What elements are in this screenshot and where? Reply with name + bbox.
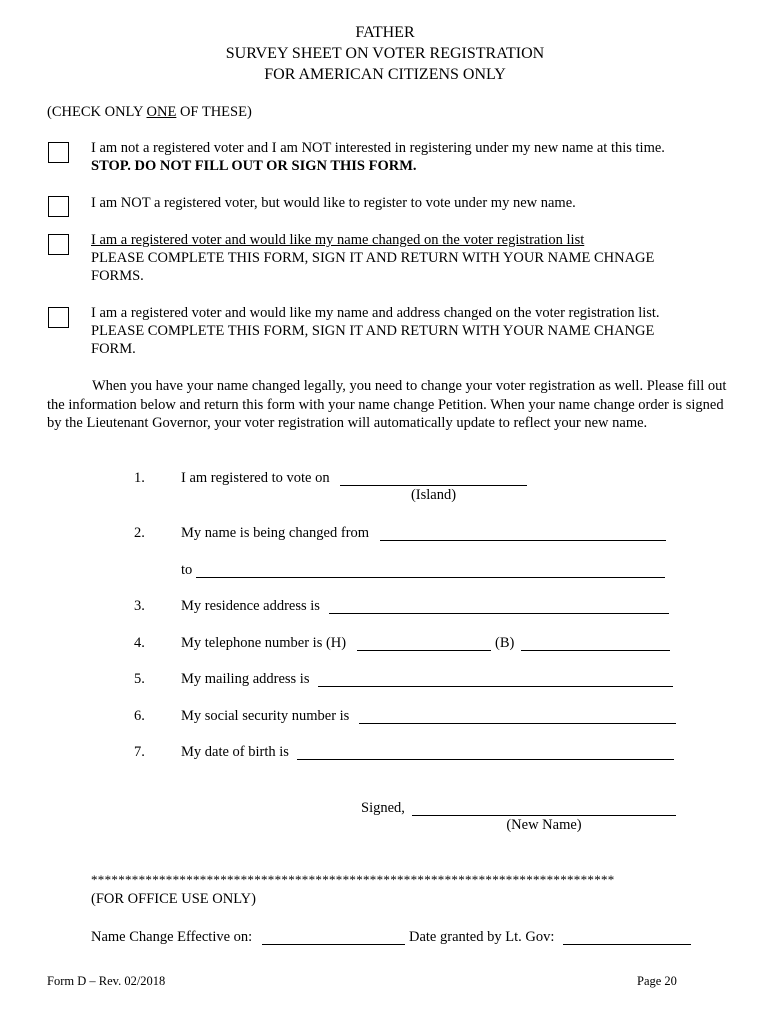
- office-use-separator: *****************************************************************************: [91, 872, 615, 887]
- field-2-label: My name is being changed from: [181, 525, 370, 541]
- option-4-instruction: PLEASE COMPLETE THIS FORM, SIGN IT AND RETURN WITH YOUR NAME CHANGE: [91, 323, 655, 339]
- header-line-3: FOR AMERICAN CITIZENS ONLY: [264, 66, 506, 83]
- page-number: Page 20: [637, 974, 677, 988]
- signature-caption: (New Name): [506, 817, 582, 833]
- check-instruction: (CHECK ONLY ONE OF THESE): [47, 104, 252, 120]
- field-7-label: My date of birth is: [181, 744, 289, 760]
- signature-input[interactable]: [412, 815, 676, 816]
- field-5-mailing-input[interactable]: [318, 686, 673, 687]
- effective-date-input[interactable]: [262, 944, 405, 945]
- field-3-number: 3.: [134, 598, 145, 614]
- header-line-2: SURVEY SHEET ON VOTER REGISTRATION: [225, 45, 545, 62]
- header-line-1: FATHER: [355, 24, 415, 41]
- field-5-label: My mailing address is: [181, 671, 310, 687]
- office-use-title: (FOR OFFICE USE ONLY): [91, 891, 256, 907]
- option-3-checkbox[interactable]: [48, 234, 69, 255]
- option-2-text: I am NOT a registered voter, but would like to register to vote under my new name.: [91, 195, 576, 211]
- field-6-number: 6.: [134, 708, 145, 724]
- option-4-instruction-cont: FORM.: [91, 341, 136, 357]
- form-id: Form D – Rev. 02/2018: [47, 974, 166, 988]
- option-4-checkbox[interactable]: [48, 307, 69, 328]
- field-4-label: My telephone number is (H): [181, 635, 347, 651]
- field-4-business-label: (B): [495, 635, 515, 651]
- field-4-home-phone-input[interactable]: [357, 650, 491, 651]
- option-1-checkbox[interactable]: [48, 142, 69, 163]
- field-7-dob-input[interactable]: [297, 759, 674, 760]
- option-1-stop-text: STOP. DO NOT FILL OUT OR SIGN THIS FORM.: [91, 158, 417, 174]
- field-1-island-input[interactable]: [340, 485, 527, 486]
- field-2-to-label: to: [181, 562, 193, 578]
- field-2-new-name-input[interactable]: [196, 577, 665, 578]
- field-1-number: 1.: [134, 470, 145, 486]
- field-4-business-phone-input[interactable]: [521, 650, 670, 651]
- field-6-label: My social security number is: [181, 708, 350, 724]
- option-3-instruction-cont: FORMS.: [91, 268, 144, 284]
- option-2-checkbox[interactable]: [48, 196, 69, 217]
- granted-date-label: Date granted by Lt. Gov:: [409, 929, 555, 945]
- instructions-paragraph: When you have your name changed legally, you need to change your voter registration as well. Please fill out the information below and return this form with your name change Petition. When your name change order is signed by the Lieutenant Governor, your voter registration will automatically update to reflect your new name.: [47, 378, 727, 432]
- option-3-text: I am a registered voter and would like my name changed on the voter registration list: [91, 232, 585, 248]
- field-5-number: 5.: [134, 671, 145, 687]
- field-3-residence-input[interactable]: [329, 613, 669, 614]
- option-1-text: I am not a registered voter and I am NOT interested in registering under my new name at this time.: [91, 140, 665, 156]
- option-4-text: I am a registered voter and would like my name and address changed on the voter registration list.: [91, 305, 660, 321]
- signature-label: Signed,: [361, 800, 405, 816]
- field-2-number: 2.: [134, 525, 145, 541]
- field-1-label: I am registered to vote on: [181, 470, 330, 486]
- option-3-instruction: PLEASE COMPLETE THIS FORM, SIGN IT AND RETURN WITH YOUR NAME CHNAGE: [91, 250, 655, 266]
- field-6-ssn-input[interactable]: [359, 723, 676, 724]
- field-7-number: 7.: [134, 744, 145, 760]
- granted-date-input[interactable]: [563, 944, 691, 945]
- effective-date-label: Name Change Effective on:: [91, 929, 253, 945]
- check-instruction-emphasis: ONE: [146, 104, 177, 120]
- field-4-number: 4.: [134, 635, 145, 651]
- field-2-old-name-input[interactable]: [380, 540, 666, 541]
- field-1-caption: (Island): [410, 487, 457, 503]
- field-3-label: My residence address is: [181, 598, 320, 614]
